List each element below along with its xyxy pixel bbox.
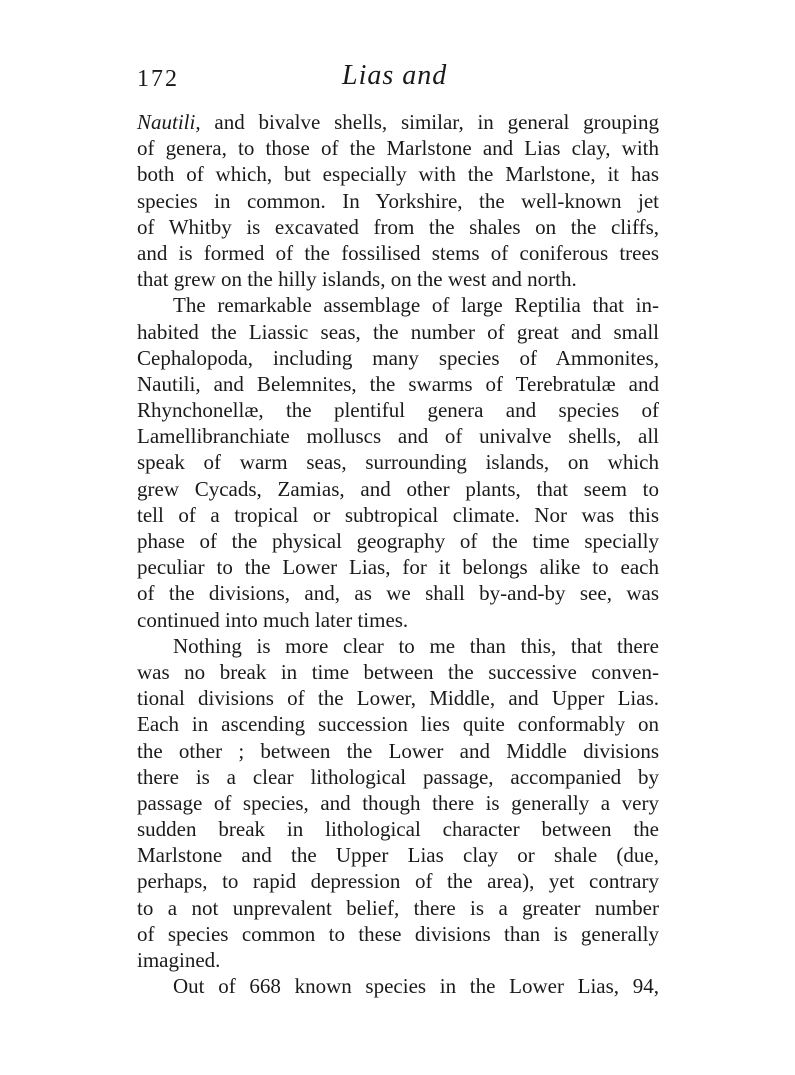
text-line: speak of warm seas, surrounding islands, on which <box>137 450 659 475</box>
text-line <box>137 109 659 135</box>
text-line: grew Cycads, Zamias, and other plants, that seem to <box>137 476 659 501</box>
text-line: sudden break in lithological character between the <box>137 817 659 842</box>
text-line: was no break in time between the successive conven- <box>137 659 659 684</box>
text-line: tional divisions of the Lower, Middle, and Upper Lias. <box>137 686 659 711</box>
running-head <box>137 58 657 98</box>
text-line: continued into much later times. <box>137 607 409 632</box>
text-line: Lamellibranchiate molluscs and of univalve shells, all <box>137 424 659 449</box>
running-title: Lias and <box>342 60 448 91</box>
text-line: Cephalopoda, including many species of Ammonites, <box>137 345 659 370</box>
text-line: of Whitby is excavated from the shales on the cliffs, <box>137 214 659 239</box>
text-line: of species common to these divisions than is generally <box>137 921 659 946</box>
page-number: 172 <box>137 66 179 92</box>
paragraph-2 <box>137 292 659 632</box>
text-line: of the divisions, and, as we shall by-and-by see, was <box>137 581 659 606</box>
text-line: peculiar to the Lower Lias, for it belongs alike to each <box>137 555 659 580</box>
text-line: species in common. In Yorkshire, the well-known jet <box>137 188 659 213</box>
text-line: passage of species, and though there is generally a very <box>137 790 659 815</box>
paragraph-4 <box>137 973 659 999</box>
paragraph-1 <box>137 109 659 292</box>
text-line: and is formed of the fossilised stems of coniferous trees <box>137 240 659 265</box>
text-line: The remarkable assemblage of large Reptilia that in- <box>173 293 659 318</box>
text-line: perhaps, to rapid depression of the area), yet contrary <box>137 869 659 894</box>
text-line: Nothing is more clear to me than this, that there <box>173 633 659 658</box>
text-line: Marlstone and the Upper Lias clay or shale (due, <box>137 843 659 868</box>
text-line: both of which, but especially with the Marlstone, it has <box>137 162 659 187</box>
text-line: of genera, to those of the Marlstone and Lias clay, with <box>137 136 659 161</box>
text-line: habited the Liassic seas, the number of great and small <box>137 319 659 344</box>
text-line: Nautili, and Belemnites, the swarms of Terebratulæ and <box>137 371 659 396</box>
text-line: phase of the physical geography of the time specially <box>137 529 659 553</box>
text-line: Each in ascending succession lies quite conformably on <box>137 712 659 737</box>
paragraph-3 <box>137 633 659 973</box>
text-line: that grew on the hilly islands, on the west and north. <box>137 267 577 292</box>
text-line-rest: and bivalve shells, similar, in general grouping <box>200 110 659 134</box>
text-line: imagined. <box>137 948 221 972</box>
text-line: Rhynchonellæ, the plentiful genera and species of <box>137 398 659 423</box>
italic-word-nautili: Nautili, <box>137 110 201 134</box>
text-line: tell of a tropical or subtropical climate. Nor was this <box>137 502 659 527</box>
text-line: to a not unprevalent belief, there is a greater number <box>137 895 659 920</box>
text-line: there is a clear lithological passage, accompanied by <box>137 764 659 789</box>
text-line: the other ; between the Lower and Middle divisions <box>137 738 659 763</box>
text-line: Out of 668 known species in the Lower Lias, 94, <box>173 974 659 999</box>
body-text <box>137 109 659 999</box>
